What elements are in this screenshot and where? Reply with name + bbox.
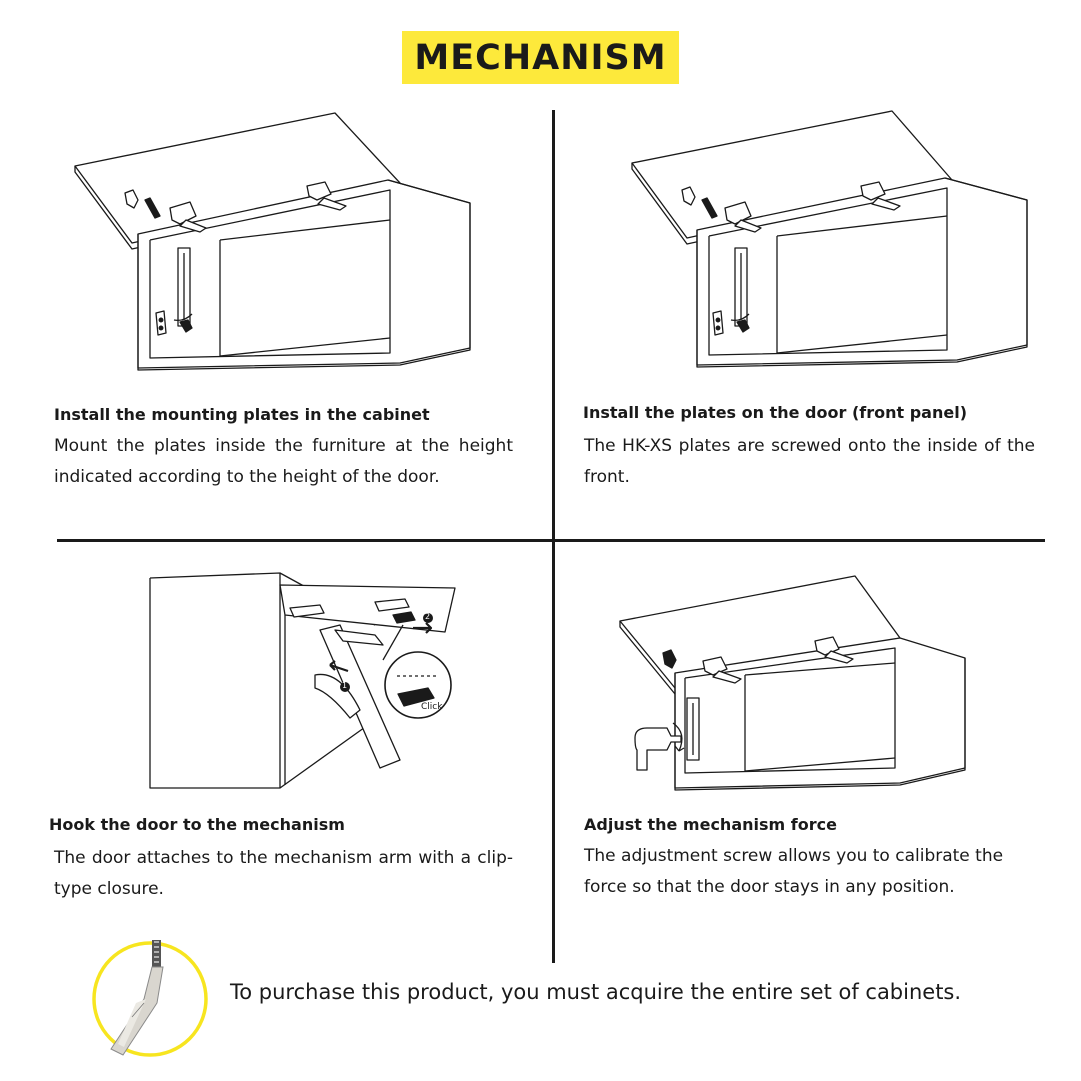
step-1-title: Install the mounting plates in the cabinet [54,405,430,424]
title-banner [402,31,679,84]
door-plates-illustration [627,108,1032,373]
vertical-divider [552,110,555,963]
horizontal-divider [57,539,1045,542]
cabinet-plates-illustration [70,108,475,378]
mechanism-arm-badge [90,937,210,1057]
callout-1-label: 1 [342,681,348,690]
step-2-title: Install the plates on the door (front panel) [583,403,968,422]
callout-2-label: 2 [425,612,431,621]
purchase-note: To purchase this product, you must acquire the entire set of cabinets. [230,980,962,1004]
step-3-title: Hook the door to the mechanism [49,815,345,834]
step-3-description: The door attaches to the mechanism arm with a clip-type closure. [54,848,513,899]
hook-door-illustration [145,570,465,795]
click-label: Click [421,702,443,712]
adjust-force-illustration [615,573,970,803]
step-4-description: The adjustment screw allows you to calibrate the force so that the door stays in any position. [584,846,1004,897]
step-1-description: Mount the plates inside the furniture at the height indicated according to the height of the door. [54,436,513,487]
page-title: MECHANISM [414,37,667,78]
step-4-title: Adjust the mechanism force [584,815,837,834]
step-2-description: The HK-XS plates are screwed onto the inside of the front. [584,436,1035,487]
